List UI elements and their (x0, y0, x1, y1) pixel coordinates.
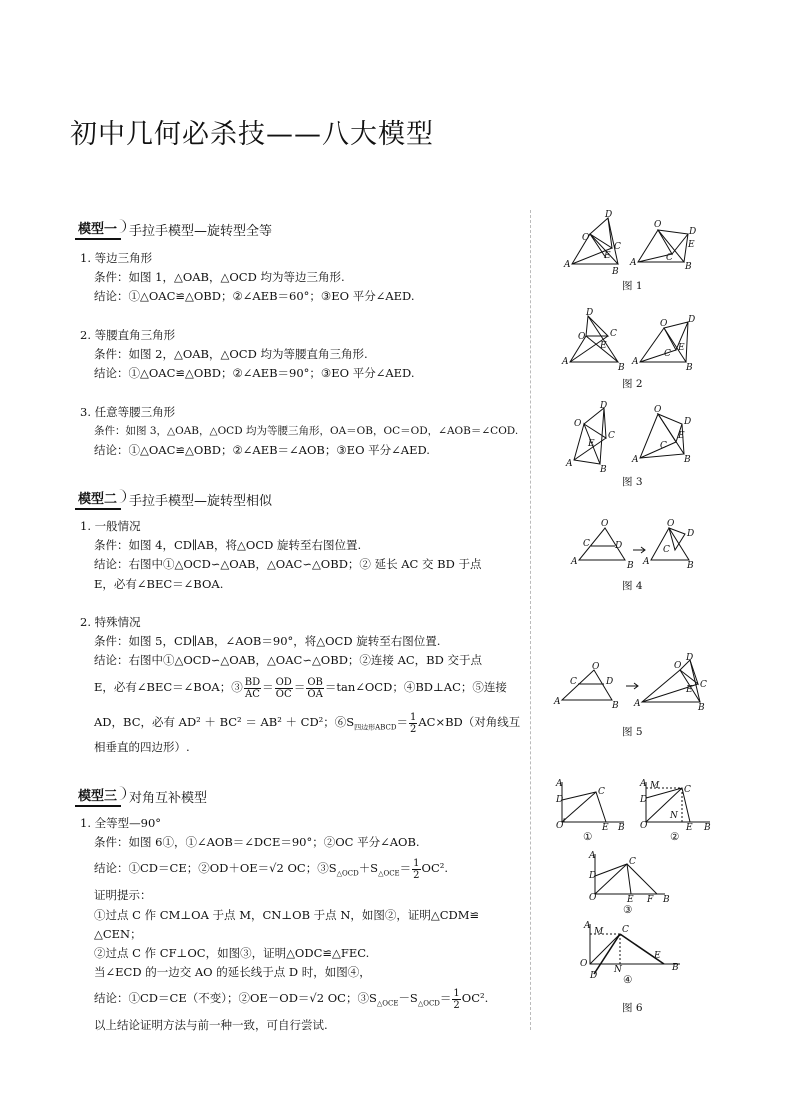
svg-text:A: A (634, 699, 641, 709)
svg-text:D: D (689, 227, 697, 237)
s2-item2-conclusion-4: 相垂直的四边形）. (94, 740, 190, 754)
area-subscript: △OCE (376, 999, 399, 1008)
s1-item3-condition: 条件：如图 3，△OAB，△OCD 均为等腰三角形，OA＝OB，OC＝OD，∠AOB＝∠COD. (94, 425, 519, 437)
svg-text:B: B (600, 465, 607, 475)
svg-text:C: C (598, 787, 605, 797)
svg-text:E: E (678, 343, 685, 353)
s3-proof-1: ①过点 C 作 CM⊥OA 于点 M，CN⊥OB 于点 N，如图②，证明△CDM≌ (94, 908, 480, 922)
svg-text:B: B (612, 267, 619, 277)
svg-text:A: A (566, 459, 573, 469)
svg-text:C: C (700, 680, 707, 690)
s1-item2-heading: 2. 等腰直角三角形 (80, 328, 176, 342)
s2-c3-text-c: AC×BD（对角线互 (418, 715, 521, 729)
svg-text:C: C (664, 349, 671, 359)
svg-text:B: B (698, 703, 705, 713)
svg-text:B: B (684, 455, 691, 465)
s3-proof-4: 当∠ECD 的一边交 AO 的延长线于点 D 时，如图④， (94, 965, 371, 979)
svg-text:C: C (660, 441, 667, 451)
svg-text:M: M (594, 927, 604, 937)
s2-item1-conclusion-2: E，必有∠BEC＝∠BOA. (94, 577, 224, 591)
page-title: 初中几何必杀技——八大模型 (70, 119, 434, 150)
svg-text:C: C (583, 539, 590, 549)
fraction-numerator: 1 (453, 987, 460, 999)
svg-text:E: E (654, 951, 661, 961)
svg-text:O: O (654, 405, 662, 415)
svg-text:D: D (589, 871, 597, 881)
figure-6-sub3 (585, 850, 675, 904)
svg-text:B: B (685, 262, 692, 272)
svg-text:C: C (610, 329, 617, 339)
equals-sign: ＝ (439, 991, 452, 1005)
svg-text:C: C (684, 785, 691, 795)
fraction-half (452, 988, 460, 1011)
svg-text:D: D (640, 795, 648, 805)
s3-c-text-d: OC². (421, 861, 449, 875)
svg-text:D: D (590, 971, 598, 981)
s2-c2-text-a: E，必有∠BEC＝∠BOA；③ (94, 680, 243, 694)
fraction-denominator: AC (244, 688, 260, 700)
s3-c2-text-d: OC². (461, 991, 489, 1005)
equals-sign: ＝ (399, 861, 412, 875)
svg-text:B: B (686, 363, 693, 373)
figure-6-caption: 图 6 (622, 1002, 643, 1014)
s2-item2-condition: 条件：如图 5，CD∥AB，∠AOB＝90°，将△OCD 旋转至右图位置. (94, 634, 441, 648)
svg-text:A: A (632, 455, 639, 465)
section-3-tag: 模型三 (75, 785, 121, 807)
svg-text:C: C (570, 677, 577, 687)
svg-text:C: C (663, 545, 670, 555)
svg-text:D: D (688, 315, 696, 325)
svg-text:N: N (670, 811, 678, 821)
section-1-tag: 模型一 (75, 218, 121, 240)
svg-text:D: D (600, 401, 608, 411)
s1-item3-heading: 3. 任意等腰三角形 (80, 405, 176, 419)
equals-sign: ＝ (293, 680, 306, 694)
svg-text:E: E (588, 439, 595, 449)
fraction-bd-ac (244, 677, 261, 700)
svg-text:E: E (686, 823, 693, 833)
svg-text:O: O (667, 519, 675, 529)
figure-6-sub3-label: ③ (623, 904, 633, 916)
figure-6-sub2-label: ② (670, 831, 680, 843)
svg-text:A: A (584, 921, 591, 931)
svg-text:B: B (618, 363, 625, 373)
s2-c2-text-b: ＝tan∠OCD；④BD⊥AC；⑤连接 (324, 680, 507, 694)
s3-c-text-b: ＋S (358, 861, 379, 875)
s1-item1-conclusion: 结论：①△OAC≌△OBD；②∠AEB＝60°；③EO 平分∠AED. (94, 289, 415, 303)
svg-text:C: C (622, 925, 629, 935)
area-subscript: 四边形ABCD (354, 723, 397, 732)
svg-text:D: D (606, 677, 614, 687)
s3-proof-title: 证明提示： (94, 888, 152, 902)
figure-6-sub4-label: ④ (623, 974, 633, 986)
svg-text:O: O (578, 332, 586, 342)
svg-text:A: A (632, 357, 639, 367)
s1-item1-condition: 条件：如图 1，△OAB，△OCD 均为等边三角形. (94, 270, 345, 284)
section-2-title: 手拉手模型—旋转型相似 (129, 493, 273, 509)
s2-item2-conclusion-3 (94, 709, 520, 740)
area-subscript: △OCD (336, 869, 359, 878)
svg-text:A: A (630, 258, 637, 268)
s1-item2-condition: 条件：如图 2，△OAB，△OCD 均为等腰直角三角形. (94, 347, 368, 361)
svg-text:B: B (704, 823, 711, 833)
figure-4 (565, 516, 695, 571)
figure-6-sub1-label: ① (583, 831, 593, 843)
s3-item1-heading: 1. 全等型—90° (80, 816, 162, 830)
fraction-half (409, 712, 417, 735)
fraction-denominator: OC (275, 688, 292, 700)
fraction-denominator: 2 (409, 723, 417, 735)
s2-item2-heading: 2. 特殊情况 (80, 615, 141, 629)
svg-text:E: E (686, 685, 693, 695)
fraction-od-oc (275, 677, 293, 700)
svg-text:O: O (592, 662, 600, 672)
equals-sign: ＝ (396, 715, 408, 729)
s1-item2-conclusion: 结论：①△OAC≌△OBD；②∠AEB＝90°；③EO 平分∠AED. (94, 366, 415, 380)
svg-text:O: O (654, 220, 662, 230)
fraction-numerator: 1 (409, 711, 417, 723)
figure-6-sub2 (638, 778, 718, 833)
figure-3 (560, 401, 710, 475)
svg-text:D: D (684, 417, 692, 427)
svg-text:F: F (647, 895, 654, 905)
section-1-header (75, 218, 272, 240)
svg-text:B: B (612, 701, 619, 711)
fraction-numerator: BD (244, 676, 261, 688)
s1-item1-heading: 1. 等边三角形 (80, 251, 153, 265)
svg-text:A: A (564, 260, 571, 270)
svg-text:B: B (672, 963, 679, 973)
figure-5 (550, 652, 720, 713)
fraction-denominator: 2 (413, 869, 420, 881)
svg-text:D: D (686, 653, 694, 663)
svg-text:C: C (614, 242, 621, 252)
fraction-ob-oa (306, 677, 324, 700)
svg-text:O: O (589, 893, 597, 903)
s1-item3-conclusion: 结论：①△OAC≌△OBD；②∠AEB＝∠AOB；③EO 平分∠AED. (94, 443, 430, 457)
fraction-half (412, 858, 420, 881)
svg-text:E: E (678, 431, 685, 441)
svg-text:B: B (618, 823, 625, 833)
figure-2-caption: 图 2 (622, 378, 643, 390)
fraction-denominator: 2 (453, 999, 460, 1011)
svg-text:A: A (556, 779, 563, 789)
svg-text:B: B (627, 561, 634, 571)
area-subscript: △OCD (417, 999, 440, 1008)
svg-text:O: O (660, 319, 668, 329)
figure-2 (560, 306, 710, 373)
section-1-title: 手拉手模型—旋转型全等 (129, 223, 273, 239)
svg-text:D: D (586, 308, 594, 318)
figure-6-sub4 (580, 920, 685, 981)
svg-text:D: D (687, 529, 695, 539)
svg-text:D: D (615, 541, 623, 551)
figure-4-caption: 图 4 (622, 580, 643, 592)
s3-item1-condition: 条件：如图 6①，①∠AOB＝∠DCE＝90°；②OC 平分∠AOB. (94, 835, 420, 849)
figure-3-caption: 图 3 (622, 476, 643, 488)
s3-conclusion-2 (94, 985, 488, 1016)
svg-text:O: O (582, 233, 590, 243)
section-2-header (75, 488, 272, 510)
s3-proof-3: ②过点 C 作 CF⊥OC，如图③，证明△ODC≌△FEC. (94, 946, 370, 960)
figure-5-caption: 图 5 (622, 726, 643, 738)
equals-sign: ＝ (262, 680, 274, 694)
svg-text:A: A (643, 557, 650, 567)
s3-proof-2: △CEN； (94, 927, 142, 941)
svg-text:N: N (614, 965, 622, 975)
svg-text:O: O (574, 419, 582, 429)
fraction-numerator: OD (275, 676, 292, 688)
svg-text:M: M (650, 781, 660, 791)
svg-text:A: A (562, 357, 569, 367)
svg-text:O: O (556, 821, 564, 831)
svg-text:O: O (601, 519, 609, 529)
fraction-numerator: OB (307, 676, 323, 688)
s3-c2-text-a: 结论：①CD＝CE（不变）；②OE－OD＝√2 OC；③S (94, 991, 377, 1005)
svg-text:D: D (605, 210, 613, 220)
s2-item2-conclusion-1: 结论：右图中①△OCD∽△OAB，△OAC∽△OBD；②连接 AC，BD 交于点 (94, 653, 482, 667)
svg-text:O: O (640, 821, 648, 831)
svg-text:E: E (688, 240, 695, 250)
s2-c3-text-a: AD，BC，必有 AD² ＋ BC² ＝ AB² ＋ CD²；⑥S (94, 715, 355, 729)
s3-last-line: 以上结论证明方法与前一种一致，可自行尝试. (94, 1018, 328, 1032)
area-subscript: △OCE (378, 869, 400, 878)
svg-text:E: E (600, 341, 607, 351)
figure-1 (560, 210, 710, 277)
s2-item1-heading: 1. 一般情况 (80, 519, 141, 533)
column-divider (530, 210, 531, 1030)
svg-text:A: A (640, 779, 647, 789)
svg-text:O: O (674, 661, 682, 671)
svg-text:A: A (554, 697, 561, 707)
svg-text:C: C (666, 253, 673, 263)
section-2-tag: 模型二 (75, 488, 121, 510)
svg-text:C: C (608, 431, 615, 441)
s3-c-text-a: 结论：①CD＝CE；②OD＋OE＝√2 OC；③S (94, 861, 337, 875)
svg-text:O: O (580, 959, 588, 969)
svg-text:E: E (604, 251, 611, 261)
svg-text:A: A (571, 557, 578, 567)
s3-c2-text-b: －S (398, 991, 418, 1005)
svg-text:B: B (687, 561, 694, 571)
svg-text:B: B (663, 895, 670, 905)
svg-text:E: E (627, 895, 634, 905)
figure-6-sub1 (552, 778, 632, 833)
s2-item2-conclusion-2 (94, 674, 507, 700)
s2-item1-condition: 条件：如图 4，CD∥AB，将△OCD 旋转至右图位置. (94, 538, 362, 552)
svg-text:D: D (556, 795, 564, 805)
svg-text:A: A (589, 851, 596, 861)
section-3-header (75, 785, 207, 807)
s2-item1-conclusion-1: 结论：右图中①△OCD∽△OAB，△OAC∽△OBD；② 延长 AC 交 BD 于点 (94, 557, 482, 571)
svg-text:E: E (602, 823, 609, 833)
fraction-numerator: 1 (413, 857, 420, 869)
fraction-denominator: OA (307, 688, 323, 700)
section-3-title: 对角互补模型 (129, 790, 208, 806)
s3-item1-conclusion (94, 855, 448, 886)
svg-text:C: C (629, 857, 636, 867)
figure-1-caption: 图 1 (622, 280, 643, 292)
